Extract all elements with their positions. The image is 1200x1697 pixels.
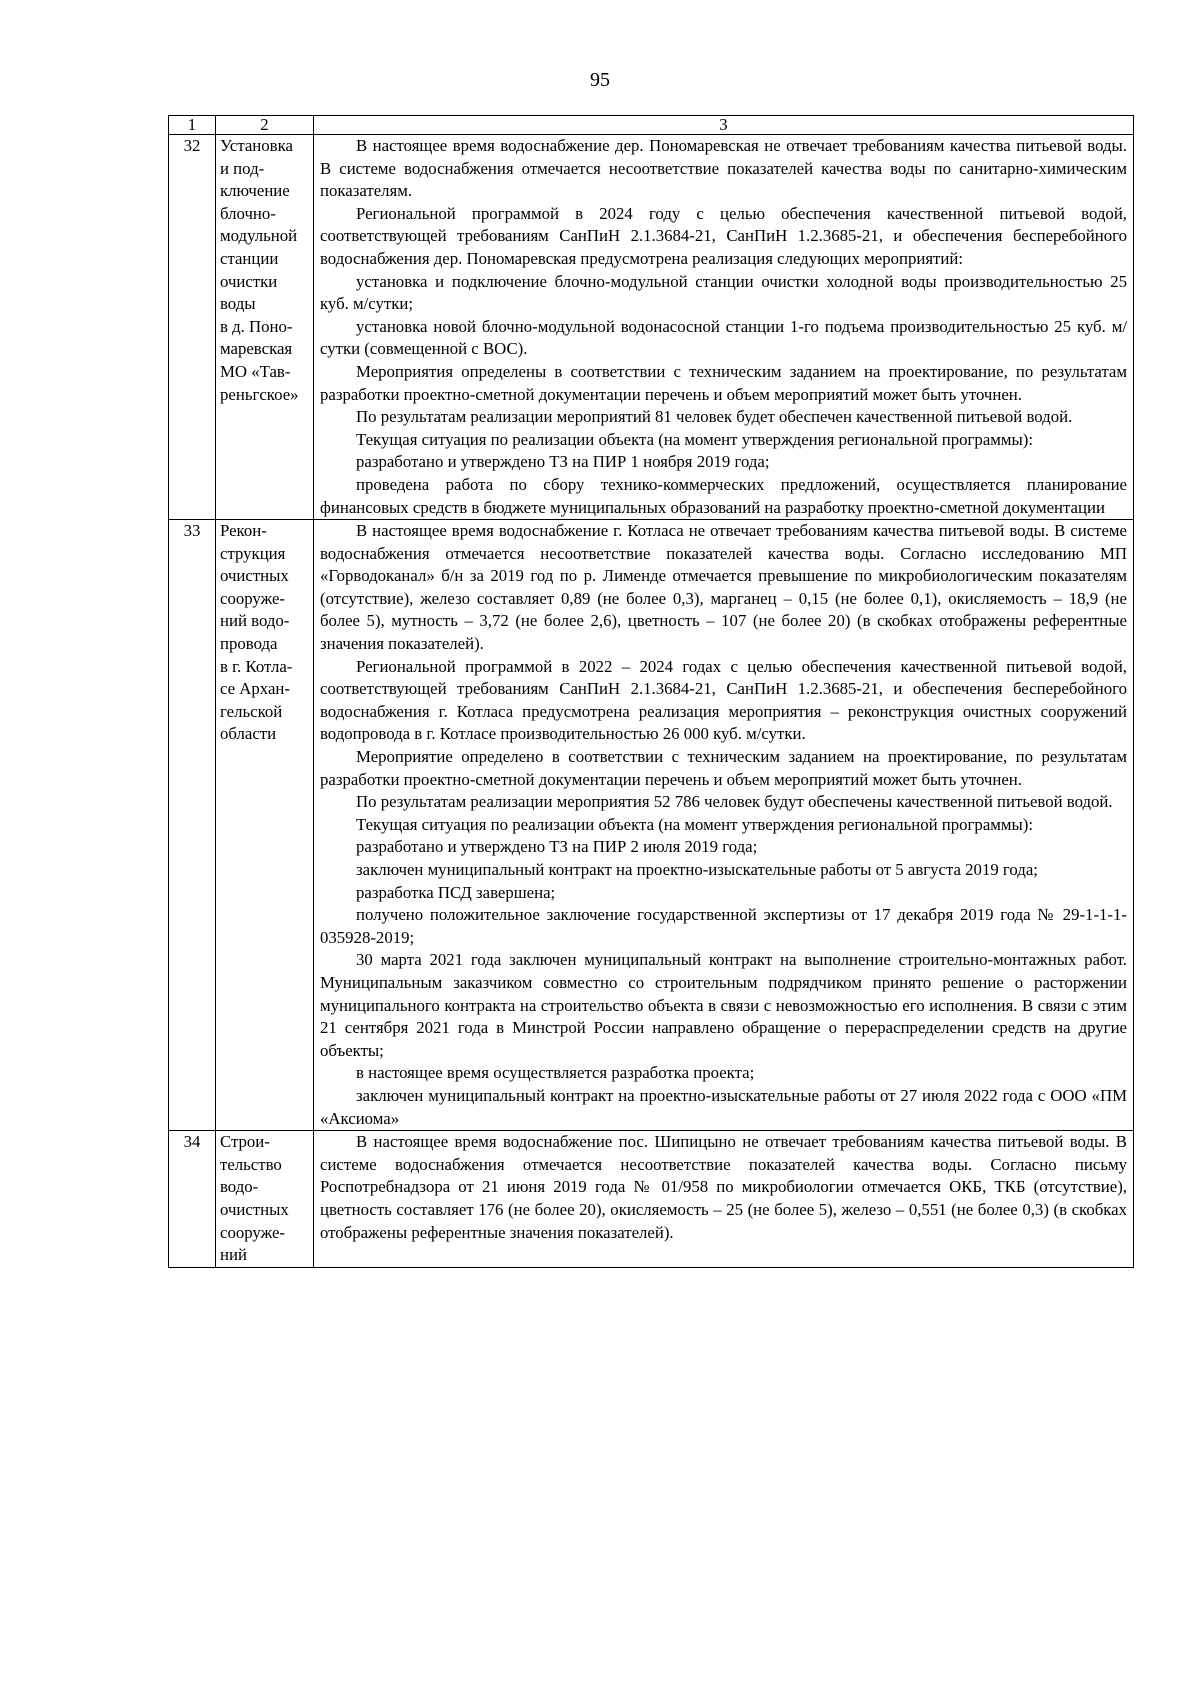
description-paragraph: в настоящее время осуществляется разработка проекта; [356, 1063, 755, 1083]
description-paragraph: По результатам реализации мероприятий 81 человек будет обеспечен качественной питьевой водой. [356, 407, 1073, 427]
object-name-line: модульной [220, 226, 298, 246]
description-paragraph: По результатам реализации мероприятия 52 786 человек будут обеспечены качественной питьевой водой. [356, 792, 1113, 812]
object-name-line: реньгское» [220, 384, 299, 404]
description-paragraph: установка новой блочно-модульной водонасосной станции 1-го подъема производительностью 25 куб. м/сутки (совмещенной с ВОС). [320, 316, 1127, 359]
object-name-line: сооруже- [220, 1222, 285, 1242]
description-paragraph: 30 марта 2021 года заключен муниципальный контракт на выполнение строительно-монтажных работ. Муниципальным заказчиком совместно со строительным подрядчиком принято решение о расторжении муниципального контракта на строительство объекта в связи с невозможностью его исполнения. В связи с этим 21 сентября 2021 года в Минстрой России направлено обращение о перераспределении средств на другие объекты; [320, 950, 1127, 1060]
description-paragraph: Текущая ситуация по реализации объекта (на момент утверждения региональной программы): [356, 429, 1034, 449]
object-name-line: блочно- [220, 203, 276, 223]
description-paragraph: Текущая ситуация по реализации объекта (на момент утверждения региональной программы): [356, 814, 1034, 834]
object-description [314, 1131, 1134, 1268]
row-number: 34 [169, 1131, 216, 1268]
object-name-line: сооруже- [220, 588, 285, 608]
description-paragraph: В настоящее время водоснабжение г. Котласа не отвечает требованиям качества питьевой воды. В системе водоснабжения отмечается несоответствие показателей качества воды. Согласно исследованию МП «Горводоканал» б/н за 2019 год по р. Лименде отмечается превышение по микробиологическим показателям (отсутствие), железо составляет 0,89 (не более 0,3), марганец – 0,15 (не более 0,1), окисляемость – 18,9 (не более 5), мутность – 3,72 (не более 2,6), цветность – 107 (не более 20) (в скобках отображены референтные значения показателей). [320, 521, 1127, 654]
object-description [314, 520, 1134, 1131]
object-name-line: очистных [220, 566, 289, 586]
object-name-line: ний [220, 1245, 247, 1265]
object-name-line: области [220, 724, 277, 744]
description-paragraph: разработано и утверждено ТЗ на ПИР 2 июля 2019 года; [356, 837, 758, 857]
description-paragraph: В настоящее время водоснабжение пос. Шипицыно не отвечает требованиям качества питьевой воды. В системе водоснабжения отмечается несоответствие показателей качества воды. Согласно письму Роспотребнадзора от 21 июня 2019 года № 01/958 по микробиологии отмечается ОКБ, ТКБ (отсутствие), цветность составляет 176 (не более 20), окисляемость – 25 (не более 5), железо – 0,551 (не более 0,3) (в скобках отображены референтные значения показателей). [320, 1132, 1127, 1242]
description-paragraph: Региональной программой в 2022 – 2024 годах с целью обеспечения качественной питьевой водой, соответствующей требованиям СанПиН 2.1.3684-21, СанПиН 1.2.3685-21, и обеспечения бесперебойного водоснабжения г. Котласа предусмотрена реализация мероприятия – реконструкция очистных сооружений водопровода в г. Котласе производительностью 26 000 куб. м/сутки. [320, 656, 1127, 744]
object-name-line: воды [220, 294, 256, 314]
object-description [314, 135, 1134, 520]
object-name-line: водо- [220, 1177, 259, 1197]
table-row [169, 520, 1134, 1131]
object-name [216, 1131, 314, 1268]
object-name-line: МО «Тав- [220, 361, 291, 381]
object-name-line: маревская [220, 339, 293, 359]
description-paragraph: заключен муниципальный контракт на проектно-изыскательные работы от 27 июля 2022 года с ООО «ПМ «Аксиома» [320, 1085, 1127, 1128]
row-number: 32 [169, 135, 216, 520]
table-row [169, 135, 1134, 520]
page-number: 95 [590, 69, 610, 91]
object-name-line: гельской [220, 701, 283, 721]
description-paragraph: получено положительное заключение государственной экспертизы от 17 декабря 2019 года № 29-1-1-1-035928-2019; [320, 905, 1127, 947]
object-name-line: в г. Котла- [220, 656, 293, 676]
table-row [169, 1131, 1134, 1268]
table-header-row [169, 116, 1134, 135]
object-name-line: очистных [220, 1199, 289, 1219]
object-name-line: и под- [220, 158, 265, 178]
object-name-line: ключение [220, 181, 290, 201]
object-name-line: струкция [220, 543, 286, 563]
measures-table [168, 115, 1134, 1268]
description-paragraph: В настоящее время водоснабжение дер. Пономаревская не отвечает требованиям качества питьевой воды. В системе водоснабжения отмечается несоответствие показателей качества воды по санитарно-химическим показателям. [320, 136, 1127, 201]
description-paragraph: проведена работа по сбору технико-коммерческих предложений, осуществляется планирование финансовых средств в бюджете муниципальных образований на разработку проектно-сметной документации [320, 474, 1127, 517]
object-name-line: очистки [220, 271, 278, 291]
object-name-line: ний водо- [220, 611, 290, 631]
description-paragraph: заключен муниципальный контракт на проектно-изыскательные работы от 5 августа 2019 года; [356, 860, 1038, 879]
object-name-line: в д. Поно- [220, 316, 293, 336]
object-name [216, 520, 314, 1131]
object-name-line: Установка [220, 136, 293, 155]
object-name-line: провода [220, 634, 278, 654]
header-cell-3: 3 [314, 116, 1134, 135]
header-cell-1: 1 [169, 116, 216, 135]
object-name-line: станции [220, 248, 279, 268]
description-paragraph: Мероприятия определены в соответствии с техническим заданием на проектирование, по результатам разработки проектно-сметной документации перечень и объем мероприятий может быть уточнен. [320, 361, 1127, 404]
object-name [216, 135, 314, 520]
description-paragraph: Региональной программой в 2024 году с целью обеспечения качественной питьевой водой, соответствующей требованиям СанПиН 2.1.3684-21, СанПиН 1.2.3685-21, и обеспечения бесперебойного водоснабжения дер. Пономаревская предусмотрена реализация следующих мероприятий: [320, 203, 1127, 268]
object-name-line: Рекон- [220, 521, 267, 541]
object-name-line: тельство [220, 1154, 282, 1174]
description-paragraph: разработка ПСД завершена; [356, 882, 556, 902]
row-number: 33 [169, 520, 216, 1131]
object-name-line: Строи- [220, 1132, 270, 1152]
header-cell-2: 2 [216, 116, 314, 135]
object-name-line: се Архан- [220, 679, 290, 699]
description-paragraph: установка и подключение блочно-модульной станции очистки холодной воды производительностью 25 куб. м/сутки; [320, 271, 1127, 314]
description-paragraph: Мероприятие определено в соответствии с техническим заданием на проектирование, по результатам разработки проектно-сметной документации перечень и объем мероприятий может быть уточнен. [320, 747, 1127, 789]
description-paragraph: разработано и утверждено ТЗ на ПИР 1 ноября 2019 года; [356, 452, 770, 472]
